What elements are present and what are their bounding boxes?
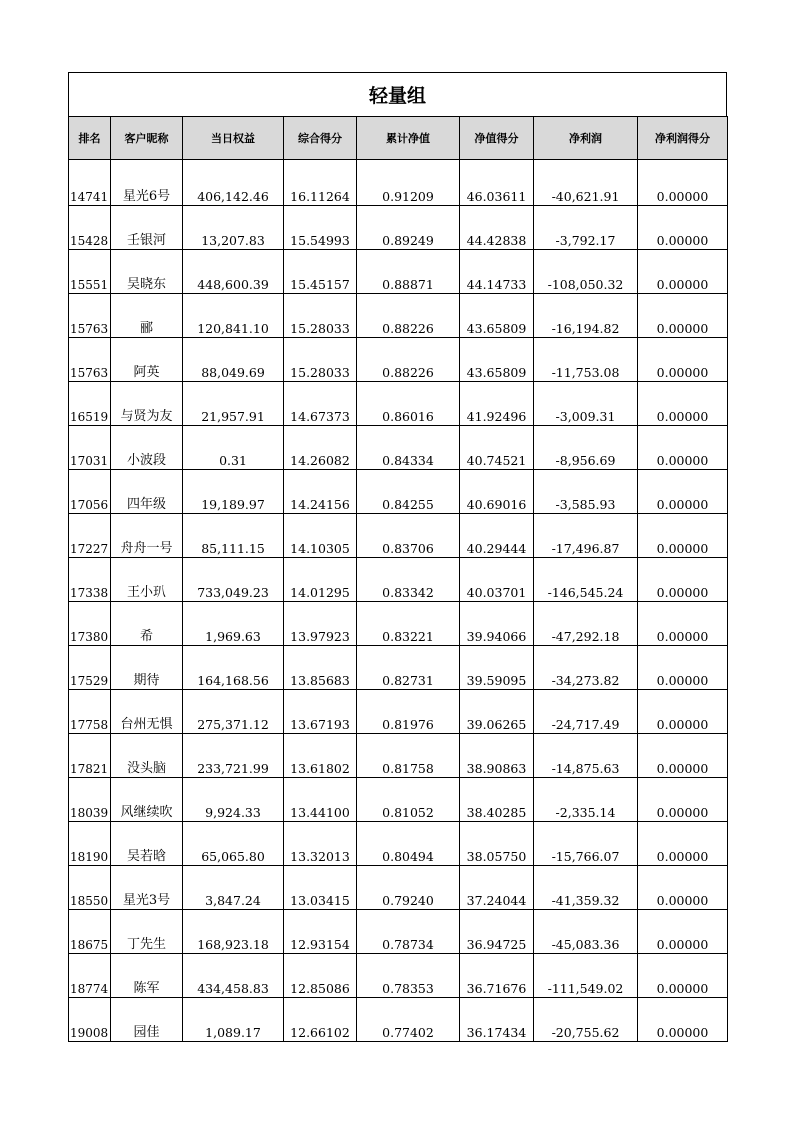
cell-nav-score: 38.90863 — [460, 734, 534, 778]
cell-cum-nav: 0.78353 — [357, 954, 460, 998]
cell-nav-score: 36.17434 — [460, 998, 534, 1042]
table-row — [69, 778, 728, 822]
table-row — [69, 160, 728, 206]
cell-profit-score: 0.00000 — [638, 998, 728, 1042]
cell-net-profit: -45,083.36 — [534, 910, 638, 954]
cell-nickname: 与贤为友 — [111, 382, 183, 426]
cell-nav-score: 40.74521 — [460, 426, 534, 470]
cell-nickname: 星光3号 — [111, 866, 183, 910]
cell-total-score: 14.67373 — [284, 382, 357, 426]
cell-net-profit: -11,753.08 — [534, 338, 638, 382]
cell-cum-nav: 0.83342 — [357, 558, 460, 602]
table-row — [69, 602, 728, 646]
cell-equity: 9,924.33 — [183, 778, 284, 822]
cell-nickname: 园佳 — [111, 998, 183, 1042]
cell-cum-nav: 0.84334 — [357, 426, 460, 470]
cell-profit-score: 0.00000 — [638, 778, 728, 822]
cell-net-profit: -111,549.02 — [534, 954, 638, 998]
table-row — [69, 514, 728, 558]
cell-net-profit: -14,875.63 — [534, 734, 638, 778]
cell-rank: 17821 — [69, 734, 111, 778]
cell-nickname: 风继续吹 — [111, 778, 183, 822]
cell-nickname: 壬银河 — [111, 206, 183, 250]
cell-net-profit: -108,050.32 — [534, 250, 638, 294]
cell-total-score: 15.54993 — [284, 206, 357, 250]
header-nav-score: 净值得分 — [460, 117, 534, 160]
cell-nav-score: 46.03611 — [460, 160, 534, 206]
table-row — [69, 250, 728, 294]
cell-nav-score: 36.94725 — [460, 910, 534, 954]
cell-equity: 275,371.12 — [183, 690, 284, 734]
table-row — [69, 646, 728, 690]
cell-total-score: 13.03415 — [284, 866, 357, 910]
cell-cum-nav: 0.78734 — [357, 910, 460, 954]
cell-rank: 18550 — [69, 866, 111, 910]
cell-net-profit: -40,621.91 — [534, 160, 638, 206]
cell-total-score: 13.32013 — [284, 822, 357, 866]
cell-net-profit: -2,335.14 — [534, 778, 638, 822]
cell-rank: 17758 — [69, 690, 111, 734]
cell-net-profit: -15,766.07 — [534, 822, 638, 866]
cell-cum-nav: 0.82731 — [357, 646, 460, 690]
cell-net-profit: -3,585.93 — [534, 470, 638, 514]
cell-equity: 168,923.18 — [183, 910, 284, 954]
cell-equity: 1,089.17 — [183, 998, 284, 1042]
cell-equity: 88,049.69 — [183, 338, 284, 382]
cell-nav-score: 39.06265 — [460, 690, 534, 734]
cell-equity: 120,841.10 — [183, 294, 284, 338]
cell-rank: 15551 — [69, 250, 111, 294]
cell-total-score: 13.61802 — [284, 734, 357, 778]
table-row — [69, 206, 728, 250]
header-total-score: 综合得分 — [284, 117, 357, 160]
header-equity: 当日权益 — [183, 117, 284, 160]
cell-nickname: 星光6号 — [111, 160, 183, 206]
cell-equity: 233,721.99 — [183, 734, 284, 778]
cell-cum-nav: 0.81052 — [357, 778, 460, 822]
cell-profit-score: 0.00000 — [638, 250, 728, 294]
cell-equity: 1,969.63 — [183, 602, 284, 646]
cell-nickname: 期待 — [111, 646, 183, 690]
cell-profit-score: 0.00000 — [638, 470, 728, 514]
cell-total-score: 16.11264 — [284, 160, 357, 206]
header-net-profit: 净利润 — [534, 117, 638, 160]
cell-total-score: 15.28033 — [284, 294, 357, 338]
cell-total-score: 14.01295 — [284, 558, 357, 602]
cell-net-profit: -20,755.62 — [534, 998, 638, 1042]
table-row — [69, 558, 728, 602]
cell-total-score: 12.93154 — [284, 910, 357, 954]
header-nickname: 客户昵称 — [111, 117, 183, 160]
cell-total-score: 15.28033 — [284, 338, 357, 382]
cell-total-score: 12.85086 — [284, 954, 357, 998]
cell-nickname: 吴若晗 — [111, 822, 183, 866]
cell-total-score: 15.45157 — [284, 250, 357, 294]
cell-net-profit: -16,194.82 — [534, 294, 638, 338]
cell-net-profit: -17,496.87 — [534, 514, 638, 558]
cell-rank: 18774 — [69, 954, 111, 998]
cell-profit-score: 0.00000 — [638, 338, 728, 382]
cell-nav-score: 43.65809 — [460, 338, 534, 382]
ranking-table — [68, 116, 728, 1042]
cell-net-profit: -34,273.82 — [534, 646, 638, 690]
header-rank: 排名 — [69, 117, 111, 160]
table-row — [69, 866, 728, 910]
cell-cum-nav: 0.79240 — [357, 866, 460, 910]
header-profit-score: 净利润得分 — [638, 117, 728, 160]
table-row — [69, 470, 728, 514]
cell-equity: 733,049.23 — [183, 558, 284, 602]
cell-profit-score: 0.00000 — [638, 734, 728, 778]
cell-rank: 16519 — [69, 382, 111, 426]
cell-profit-score: 0.00000 — [638, 602, 728, 646]
cell-cum-nav: 0.88226 — [357, 338, 460, 382]
cell-total-score: 13.44100 — [284, 778, 357, 822]
cell-rank: 18039 — [69, 778, 111, 822]
table-row — [69, 382, 728, 426]
cell-rank: 18675 — [69, 910, 111, 954]
cell-profit-score: 0.00000 — [638, 910, 728, 954]
cell-rank: 19008 — [69, 998, 111, 1042]
cell-cum-nav: 0.88226 — [357, 294, 460, 338]
cell-net-profit: -3,792.17 — [534, 206, 638, 250]
cell-profit-score: 0.00000 — [638, 822, 728, 866]
cell-net-profit: -146,545.24 — [534, 558, 638, 602]
cell-net-profit: -24,717.49 — [534, 690, 638, 734]
cell-total-score: 14.24156 — [284, 470, 357, 514]
cell-nickname: 陈军 — [111, 954, 183, 998]
cell-nickname: 阿英 — [111, 338, 183, 382]
cell-total-score: 14.10305 — [284, 514, 357, 558]
cell-nickname: 四年级 — [111, 470, 183, 514]
cell-profit-score: 0.00000 — [638, 558, 728, 602]
table-row — [69, 910, 728, 954]
cell-rank: 14741 — [69, 160, 111, 206]
cell-rank: 15763 — [69, 338, 111, 382]
cell-nav-score: 40.29444 — [460, 514, 534, 558]
cell-cum-nav: 0.88871 — [357, 250, 460, 294]
cell-net-profit: -8,956.69 — [534, 426, 638, 470]
cell-net-profit: -47,292.18 — [534, 602, 638, 646]
cell-equity: 448,600.39 — [183, 250, 284, 294]
cell-nav-score: 39.59095 — [460, 646, 534, 690]
cell-rank: 15763 — [69, 294, 111, 338]
cell-nav-score: 39.94066 — [460, 602, 534, 646]
cell-profit-score: 0.00000 — [638, 514, 728, 558]
cell-cum-nav: 0.83706 — [357, 514, 460, 558]
sheet-title: 轻量组 — [68, 72, 727, 116]
cell-cum-nav: 0.86016 — [357, 382, 460, 426]
cell-rank: 17529 — [69, 646, 111, 690]
cell-nav-score: 38.05750 — [460, 822, 534, 866]
cell-nickname: 希 — [111, 602, 183, 646]
cell-cum-nav: 0.77402 — [357, 998, 460, 1042]
cell-nickname: 郦 — [111, 294, 183, 338]
cell-equity: 13,207.83 — [183, 206, 284, 250]
table-row — [69, 338, 728, 382]
cell-profit-score: 0.00000 — [638, 426, 728, 470]
cell-net-profit: -3,009.31 — [534, 382, 638, 426]
cell-total-score: 13.97923 — [284, 602, 357, 646]
cell-nav-score: 44.42838 — [460, 206, 534, 250]
cell-nav-score: 38.40285 — [460, 778, 534, 822]
cell-nav-score: 37.24044 — [460, 866, 534, 910]
cell-nav-score: 40.69016 — [460, 470, 534, 514]
cell-cum-nav: 0.91209 — [357, 160, 460, 206]
cell-rank: 15428 — [69, 206, 111, 250]
cell-cum-nav: 0.81758 — [357, 734, 460, 778]
cell-profit-score: 0.00000 — [638, 646, 728, 690]
cell-nickname: 丁先生 — [111, 910, 183, 954]
cell-rank: 18190 — [69, 822, 111, 866]
cell-profit-score: 0.00000 — [638, 866, 728, 910]
cell-nickname: 舟舟一号 — [111, 514, 183, 558]
cell-rank: 17338 — [69, 558, 111, 602]
cell-rank: 17227 — [69, 514, 111, 558]
cell-nav-score: 40.03701 — [460, 558, 534, 602]
cell-nickname: 台州无惧 — [111, 690, 183, 734]
cell-net-profit: -41,359.32 — [534, 866, 638, 910]
cell-nav-score: 41.92496 — [460, 382, 534, 426]
cell-total-score: 13.67193 — [284, 690, 357, 734]
table-row — [69, 690, 728, 734]
cell-profit-score: 0.00000 — [638, 382, 728, 426]
cell-profit-score: 0.00000 — [638, 206, 728, 250]
cell-total-score: 14.26082 — [284, 426, 357, 470]
table-row — [69, 822, 728, 866]
cell-cum-nav: 0.81976 — [357, 690, 460, 734]
table-row — [69, 426, 728, 470]
cell-equity: 65,065.80 — [183, 822, 284, 866]
cell-equity: 3,847.24 — [183, 866, 284, 910]
cell-equity: 406,142.46 — [183, 160, 284, 206]
header-row — [69, 117, 728, 160]
cell-nav-score: 43.65809 — [460, 294, 534, 338]
table-row — [69, 734, 728, 778]
table-row — [69, 998, 728, 1042]
cell-profit-score: 0.00000 — [638, 954, 728, 998]
table-row — [69, 294, 728, 338]
table-row — [69, 954, 728, 998]
header-cum-nav: 累计净值 — [357, 117, 460, 160]
cell-rank: 17031 — [69, 426, 111, 470]
cell-rank: 17056 — [69, 470, 111, 514]
cell-rank: 17380 — [69, 602, 111, 646]
cell-cum-nav: 0.83221 — [357, 602, 460, 646]
cell-equity: 85,111.15 — [183, 514, 284, 558]
cell-nav-score: 36.71676 — [460, 954, 534, 998]
cell-equity: 434,458.83 — [183, 954, 284, 998]
cell-nickname: 吴晓东 — [111, 250, 183, 294]
cell-equity: 164,168.56 — [183, 646, 284, 690]
cell-profit-score: 0.00000 — [638, 690, 728, 734]
ranking-sheet — [68, 72, 727, 1042]
cell-nickname: 没头脑 — [111, 734, 183, 778]
cell-profit-score: 0.00000 — [638, 294, 728, 338]
cell-total-score: 13.85683 — [284, 646, 357, 690]
cell-cum-nav: 0.80494 — [357, 822, 460, 866]
cell-cum-nav: 0.89249 — [357, 206, 460, 250]
cell-nickname: 小波段 — [111, 426, 183, 470]
cell-profit-score: 0.00000 — [638, 160, 728, 206]
cell-equity: 21,957.91 — [183, 382, 284, 426]
cell-cum-nav: 0.84255 — [357, 470, 460, 514]
cell-equity: 0.31 — [183, 426, 284, 470]
table-body — [69, 160, 728, 1042]
cell-total-score: 12.66102 — [284, 998, 357, 1042]
cell-equity: 19,189.97 — [183, 470, 284, 514]
cell-nickname: 王小玐 — [111, 558, 183, 602]
cell-nav-score: 44.14733 — [460, 250, 534, 294]
